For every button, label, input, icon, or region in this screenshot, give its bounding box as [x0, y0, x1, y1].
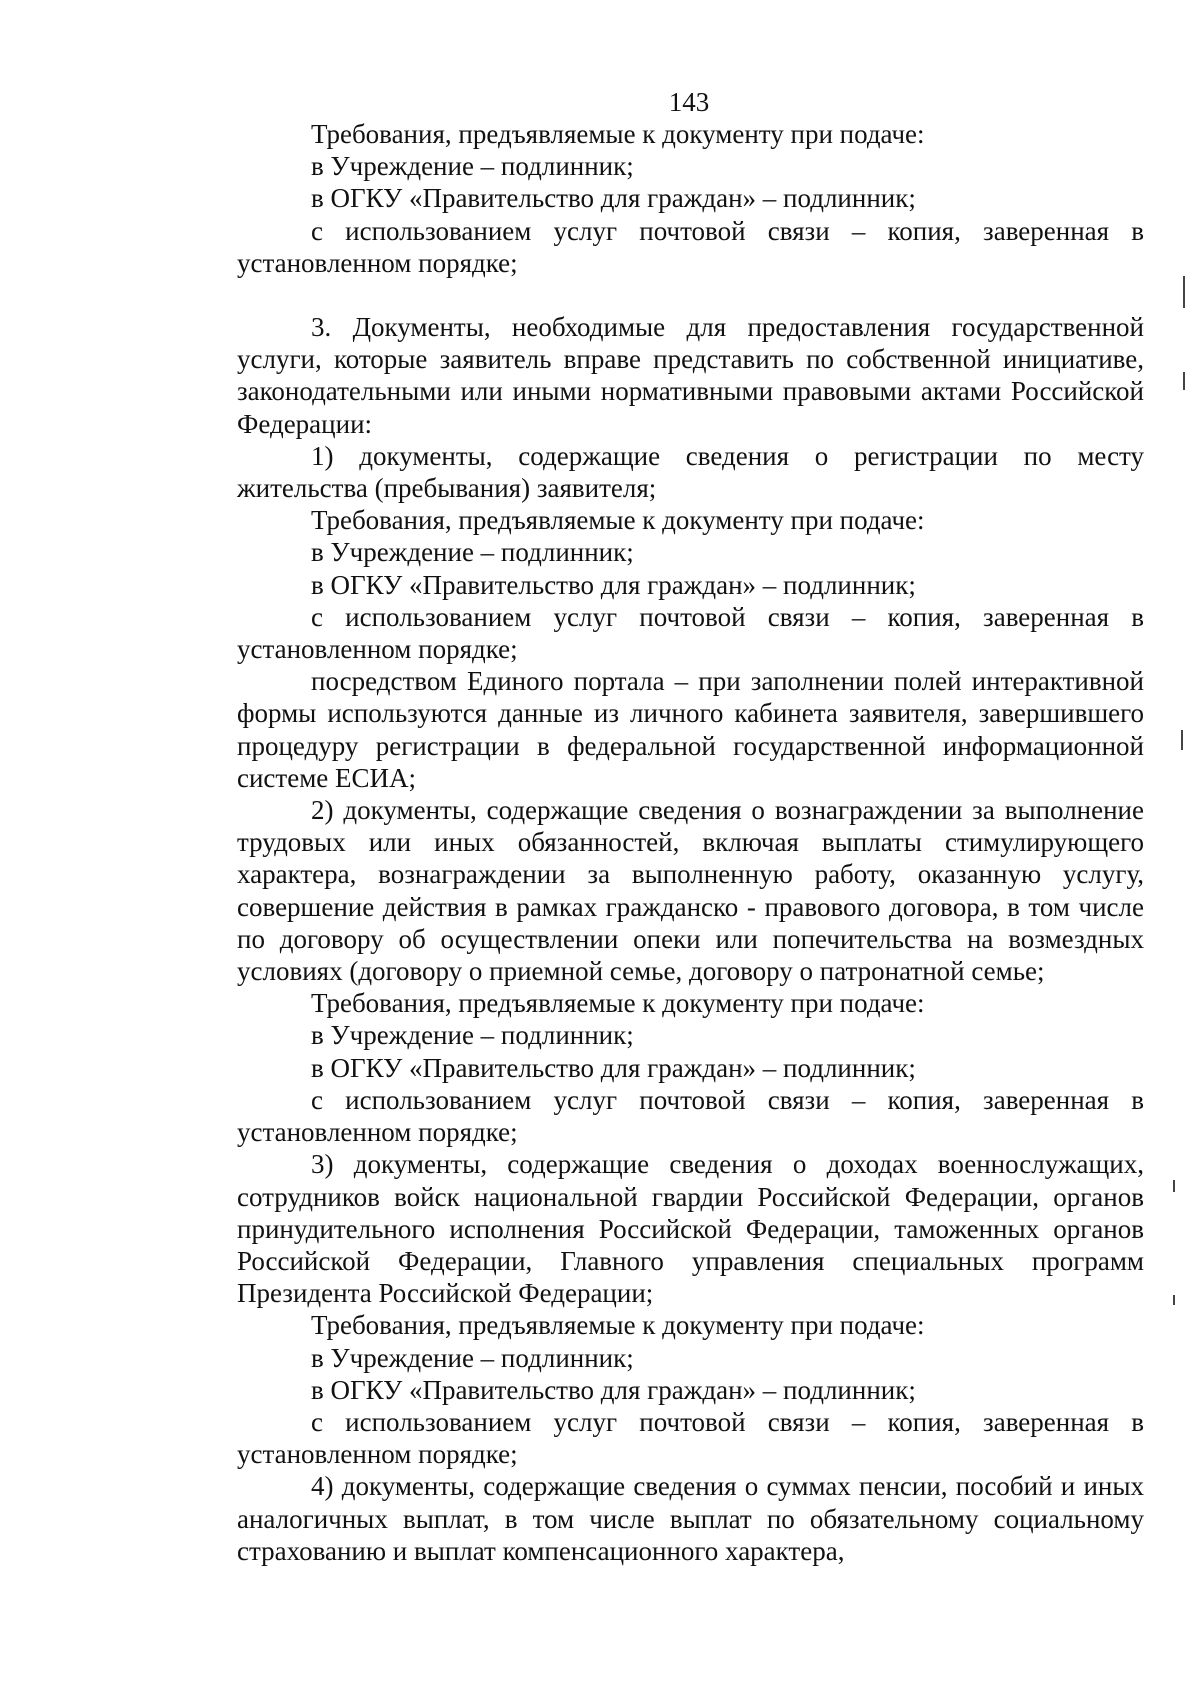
document-body: [237, 118, 1144, 1567]
paragraph: Требования, предъявляемые к документу при подаче:: [311, 1310, 925, 1341]
paragraph: 3) документы, содержащие сведения о доходах военнослужащих, сотрудников войск национальной гвардии Российской Федерации, органов принудительного исполнения Российской Федерации, таможенных органов Российской Федерации, Главного управления специальных программ Президента Российской Федерации;: [237, 1149, 1144, 1309]
scan-mark: [1183, 276, 1185, 308]
paragraph: Требования, предъявляемые к документу при подаче:: [311, 988, 925, 1019]
paragraph: с использованием услуг почтовой связи – копия, заверенная в установленном порядке;: [237, 1084, 1144, 1148]
paragraph: в ОГКУ «Правительство для граждан» – подлинник;: [311, 1374, 916, 1405]
paragraph: с использованием услуг почтовой связи – копия, заверенная в установленном порядке;: [237, 601, 1144, 665]
paragraph: Требования, предъявляемые к документу при подаче:: [311, 505, 925, 536]
scan-mark: [1181, 730, 1183, 750]
paragraph: 4) документы, содержащие сведения о суммах пенсии, пособий и иных аналогичных выплат, в том числе выплат по обязательному социальному страхованию и выплат компенсационного характера,: [237, 1471, 1144, 1566]
paragraph: посредством Единого портала – при заполнении полей интерактивной формы используются данные из личного кабинета заявителя, завершившего процедуру регистрации в федеральной государственной информационной системе ЕСИА;: [237, 666, 1144, 793]
scan-mark: [1173, 1180, 1175, 1192]
paragraph: с использованием услуг почтовой связи – копия, заверенная в установленном порядке;: [237, 1406, 1144, 1470]
paragraph: с использованием услуг почтовой связи – копия, заверенная в установленном порядке;: [237, 215, 1144, 278]
paragraph: в ОГКУ «Правительство для граждан» – подлинник;: [311, 569, 916, 600]
paragraph: в Учреждение – подлинник;: [311, 1342, 634, 1373]
paragraph: в ОГКУ «Правительство для граждан» – подлинник;: [311, 1052, 916, 1083]
paragraph: в Учреждение – подлинник;: [311, 537, 634, 568]
paragraph: в Учреждение – подлинник;: [311, 1020, 634, 1051]
paragraph: в Учреждение – подлинник;: [311, 151, 634, 182]
scan-mark: [1173, 1295, 1175, 1305]
page-number: 143: [668, 87, 710, 117]
paragraph: 2) документы, содержащие сведения о вознаграждении за выполнение трудовых или иных обязанностей, включая выплаты стимулирующего характера, вознаграждении за выполненную работу, оказанную услугу, совершение действия в рамках гражданско - правового договора, в том числе по договору об осуществлении опеки или попечительства на возмездных условиях (договору о приемной семье, договору о патронатной семье;: [237, 795, 1144, 987]
blank-line: [237, 279, 1144, 311]
scan-mark: [1183, 372, 1185, 390]
paragraph: Требования, предъявляемые к документу при подаче:: [311, 119, 925, 149]
paragraph: 3. Документы, необходимые для предоставления государственной услуги, которые заявитель вправе представить по собственной инициативе, законодательными или иными нормативными правовыми актами Российской Федерации:: [237, 312, 1144, 439]
paragraph: 1) документы, содержащие сведения о регистрации по месту жительства (пребывания) заявителя;: [237, 440, 1144, 504]
paragraph: в ОГКУ «Правительство для граждан» – подлинник;: [311, 183, 916, 214]
